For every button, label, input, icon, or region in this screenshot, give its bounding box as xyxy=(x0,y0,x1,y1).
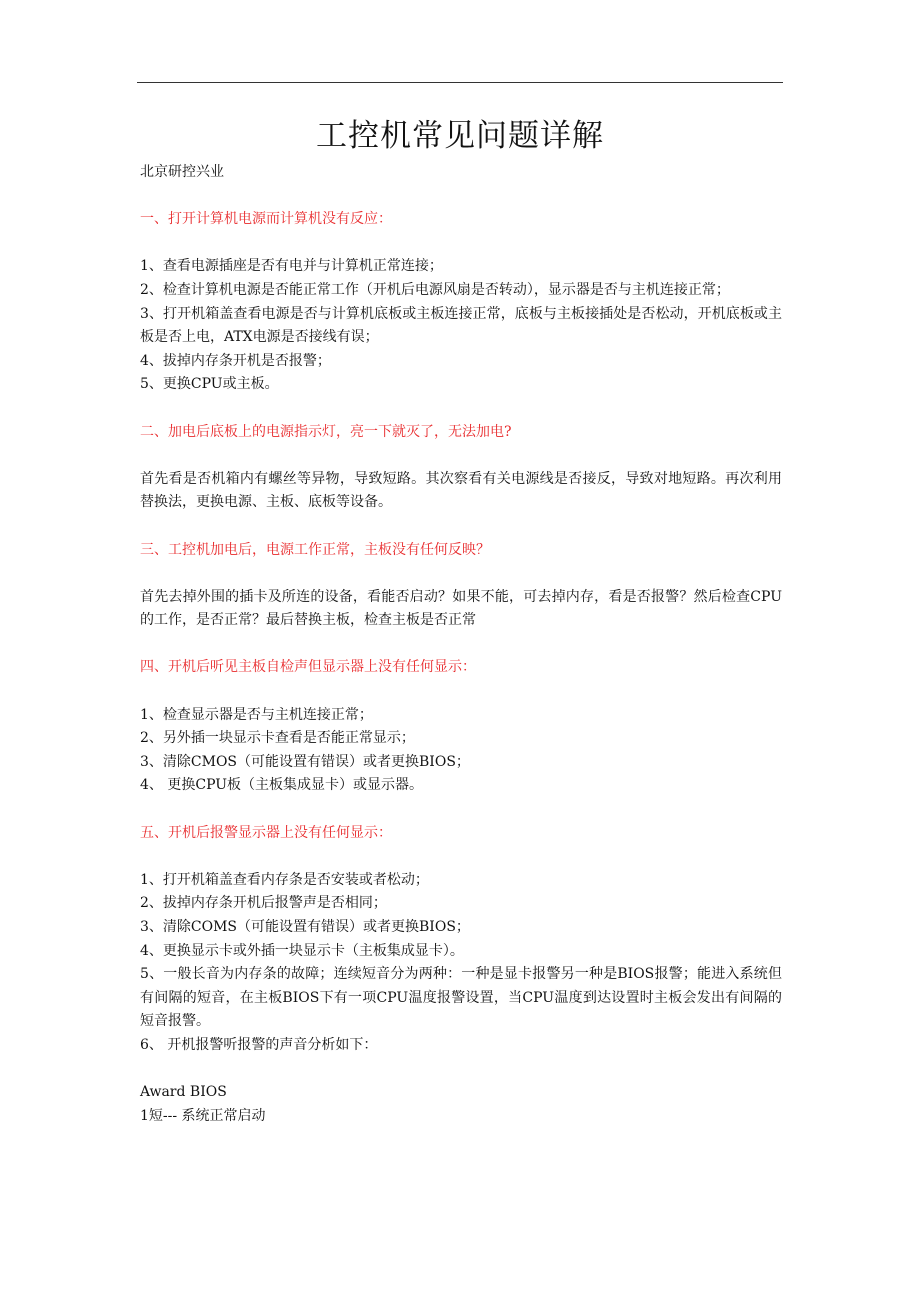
section-4-line-3: 3、清除CMOS（可能设置有错误）或者更换BIOS； xyxy=(140,753,470,770)
section-2-line-1: 首先看是否机箱内有螺丝等异物，导致短路。其次察看有关电源线是否接反，导致对地短路。再次利用替换法，更换电源、主板、底板等设备。 xyxy=(140,470,782,511)
section-heading-2: 二、加电后底板上的电源指示灯，亮一下就灭了，无法加电? xyxy=(140,423,512,440)
section-1-line-3: 3、打开机箱盖查看电源是否与计算机底板或主板连接正常，底板与主板接插处是否松动，开机底板或主板是否上电，ATX电源是否接线有误； xyxy=(140,305,782,346)
section-5-line-4: 4、更换显示卡或外插一块显示卡（主板集成显卡）。 xyxy=(140,942,464,959)
section-3-line-1: 首先去掉外围的插卡及所连的设备，看能否启动？如果不能，可去掉内存，看是否报警？然后检查CPU的工作，是否正常？最后替换主板，检查主板是否正常 xyxy=(140,588,782,629)
section-1-line-1: 1、查看电源插座是否有电并与计算机正常连接； xyxy=(140,258,443,275)
section-1-line-2: 2、检查计算机电源是否能正常工作（开机后电源风扇是否转动），显示器是否与主机连接正常； xyxy=(140,281,730,298)
section-body-2 xyxy=(140,468,782,515)
bios-line-1: 1短--- 系统正常启动 xyxy=(140,1107,266,1124)
section-body-5 xyxy=(140,869,782,1058)
organization-name: 北京研控兴业 xyxy=(140,164,224,180)
section-heading-5: 五、开机后报警显示器上没有任何显示： xyxy=(140,824,392,841)
section-5-line-1: 1、打开机箱盖查看内存条是否安装或者松动； xyxy=(140,871,429,888)
bios-title: Award BIOS xyxy=(140,1084,227,1101)
section-body-3 xyxy=(140,586,782,633)
document-title: 工控机常见问题详解 xyxy=(316,118,604,154)
section-5-line-2: 2、拔掉内存条开机后报警声是否相同； xyxy=(140,895,387,912)
section-body-4 xyxy=(140,704,782,798)
section-5-line-3: 3、清除COMS（可能设置有错误）或者更换BIOS； xyxy=(140,919,470,935)
section-heading-4: 四、开机后听见主板自检声但显示器上没有任何显示： xyxy=(140,659,476,676)
section-body-1 xyxy=(140,255,782,397)
section-4-line-1: 1、检查显示器是否与主机连接正常； xyxy=(140,706,373,723)
section-heading-3: 三、工控机加电后，电源工作正常，主板没有任何反映？ xyxy=(140,541,490,558)
section-heading-1: 一、打开计算机电源而计算机没有反应： xyxy=(140,211,392,228)
document-body xyxy=(140,161,782,1128)
section-4-line-2: 2、另外插一块显示卡查看是否能正常显示； xyxy=(140,730,415,747)
section-1-line-4: 4、拔掉内存条开机是否报警； xyxy=(140,352,331,369)
section-4-line-4: 4、 更换CPU板（主板集成显卡）或显示器。 xyxy=(140,777,424,794)
section-1-line-5: 5、更换CPU或主板。 xyxy=(140,376,279,393)
section-5-line-6: 6、 开机报警听报警的声音分析如下： xyxy=(140,1036,378,1053)
header-rule xyxy=(137,82,783,83)
section-5-line-5: 5、一般长音为内存条的故障；连续短音分为两种：一种是显卡报警另一种是BIOS报警；能进入系统但有间隔的短音，在主板BIOS下有一项CPU温度报警设置，当CPU温度到达设置时主板会发出有间隔的短音报警。 xyxy=(140,966,782,1030)
bios-beep-table xyxy=(140,1081,782,1128)
